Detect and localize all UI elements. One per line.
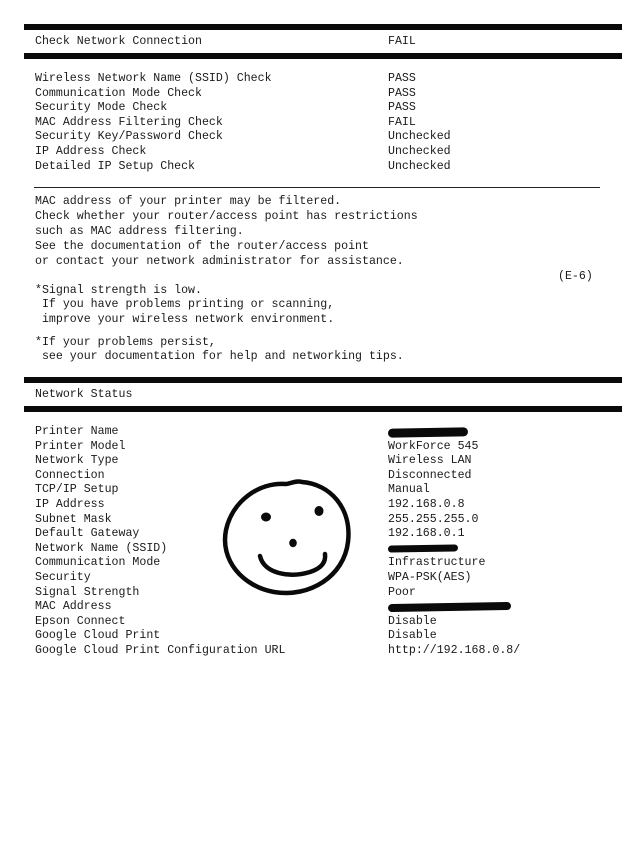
status-row	[0, 600, 635, 615]
divider	[34, 187, 600, 188]
status-value: 192.168.0.1	[388, 527, 465, 541]
status-label: Communication Mode	[35, 556, 161, 570]
check-section-title: Check Network Connection	[35, 35, 202, 48]
check-label: Security Key/Password Check	[35, 130, 223, 144]
check-label: Wireless Network Name (SSID) Check	[35, 72, 272, 85]
message-line: Check whether your router/access point has restrictions	[35, 210, 418, 223]
message-line: or contact your network administrator for assistance.	[35, 255, 404, 268]
note-line: *If your problems persist,	[35, 336, 216, 349]
check-label: Security Mode Check	[35, 101, 168, 115]
status-label: Printer Name	[35, 425, 119, 438]
message-line: such as MAC address filtering.	[35, 225, 244, 238]
status-value: Disable	[388, 614, 437, 628]
status-value: Poor	[388, 585, 416, 599]
status-label: MAC Address	[35, 600, 112, 614]
redaction-ssid	[388, 544, 458, 552]
status-bar-bottom	[24, 406, 622, 412]
status-label: Google Cloud Print	[35, 629, 161, 643]
status-label: Network Name (SSID)	[35, 541, 168, 555]
status-value: http://192.168.0.8/	[388, 644, 521, 657]
error-code: (E-6)	[558, 270, 593, 283]
note-line: If you have problems printing or scanning,	[35, 298, 335, 311]
status-row	[0, 644, 635, 659]
status-label: Default Gateway	[35, 527, 140, 541]
status-label: Network Type	[35, 454, 119, 468]
message-line: See the documentation of the router/access point	[35, 240, 369, 253]
status-label: Signal Strength	[35, 585, 140, 599]
status-label: Connection	[35, 468, 105, 482]
message-line: MAC address of your printer may be filtered.	[35, 195, 342, 208]
status-value: WorkForce 545	[388, 439, 479, 453]
header-bar-top	[24, 24, 622, 30]
check-row	[0, 130, 635, 145]
check-label: Detailed IP Setup Check	[35, 159, 196, 173]
status-value: Wireless LAN	[388, 454, 472, 468]
check-row	[0, 145, 635, 160]
check-row	[0, 87, 635, 102]
status-row	[0, 440, 635, 455]
status-bar-top	[24, 377, 622, 383]
header-bar-bottom	[24, 53, 622, 59]
status-row	[0, 615, 635, 630]
status-value: Manual	[388, 483, 430, 497]
check-row	[0, 72, 635, 87]
check-label: IP Address Check	[35, 145, 147, 158]
status-value: Infrastructure	[388, 556, 486, 570]
check-result: PASS	[388, 86, 416, 100]
status-value: Disconnected	[388, 468, 472, 482]
status-label: Security	[35, 571, 91, 584]
status-label: Google Cloud Print Configuration URL	[35, 644, 286, 657]
status-row	[0, 629, 635, 644]
check-result: PASS	[388, 101, 416, 115]
status-value: WPA-PSK(AES)	[388, 571, 472, 584]
check-row	[0, 160, 635, 175]
check-row	[0, 116, 635, 131]
status-label: Subnet Mask	[35, 512, 112, 526]
check-result: PASS	[388, 72, 416, 85]
status-value: Disable	[388, 629, 437, 643]
note-line: see your documentation for help and networking tips.	[35, 350, 404, 363]
check-section-result: FAIL	[388, 35, 416, 48]
check-label: MAC Address Filtering Check	[35, 115, 223, 129]
check-result: Unchecked	[388, 145, 451, 158]
check-row	[0, 101, 635, 116]
check-result: Unchecked	[388, 130, 451, 144]
check-result: Unchecked	[388, 159, 451, 173]
status-value: 192.168.0.8	[388, 498, 465, 511]
note-line: *Signal strength is low.	[35, 284, 202, 297]
status-row	[0, 454, 635, 469]
redaction-printer-name	[388, 427, 468, 437]
status-row	[0, 425, 635, 440]
status-label: IP Address	[35, 498, 105, 511]
status-label: Printer Model	[35, 439, 126, 453]
status-value: 255.255.255.0	[388, 512, 479, 526]
status-label: TCP/IP Setup	[35, 483, 119, 497]
note-line: improve your wireless network environment.	[35, 313, 335, 326]
check-label: Communication Mode Check	[35, 86, 202, 100]
status-label: Epson Connect	[35, 614, 126, 628]
status-section-title: Network Status	[35, 388, 133, 401]
smiley-face-doodle-icon	[218, 478, 358, 598]
check-result: FAIL	[388, 115, 416, 129]
